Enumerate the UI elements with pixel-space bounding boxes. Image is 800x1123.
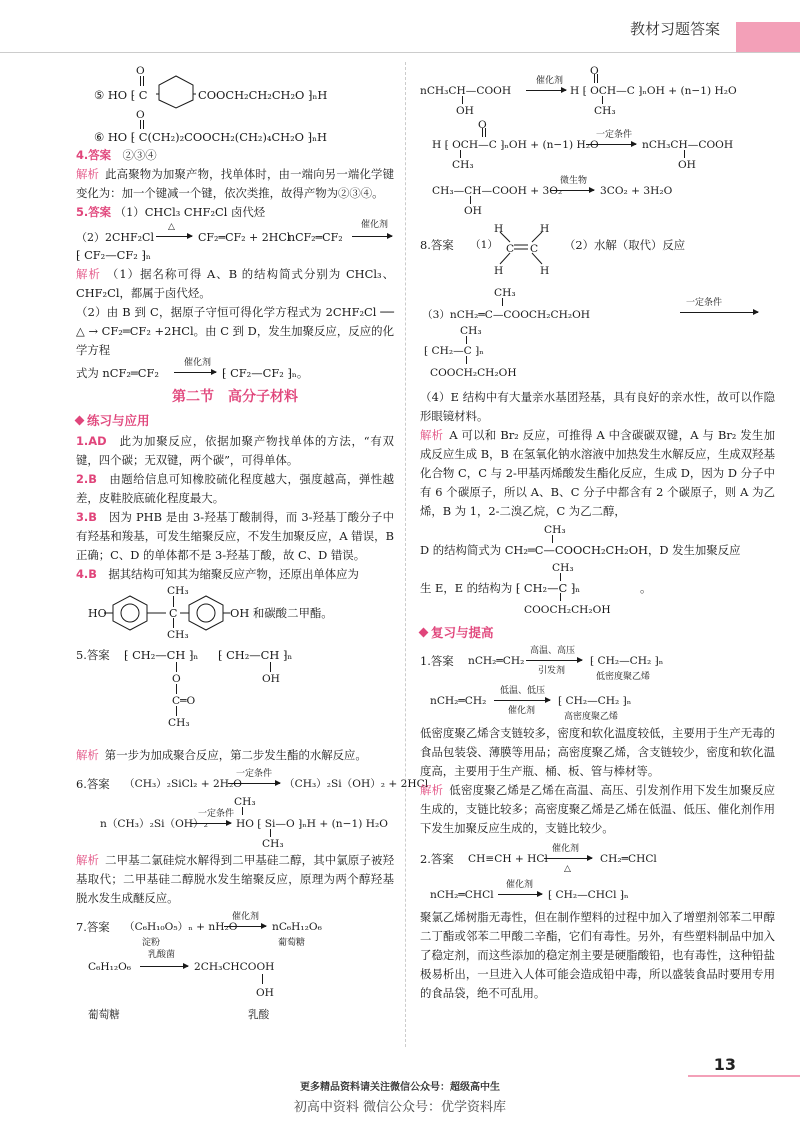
equation-condition: 一定条件 [686,298,723,308]
methyl-group: CH₃ [168,717,190,729]
problem-1 [76,432,394,470]
hydroxyl: OH [456,105,474,117]
reaction-arrow-icon [352,236,392,237]
benzene-ring-icon [186,596,226,630]
answer-7-eq1 [76,912,394,952]
reaction-arrow-icon [526,660,582,661]
methyl-group: CH₃ [452,159,474,171]
equation-condition: △ [168,222,175,232]
reaction-arrow-icon [191,823,231,824]
structure-d-text: D 的结构简式为 CH₂═C—COOCH₂CH₂OH，D 发生加聚反应 [420,543,741,557]
hydroxyl: OH [678,159,696,171]
right-column [420,62,775,1003]
equation-lhs: （3）nCH₂═C—COOCH₂CH₂OH [422,309,590,321]
methyl-group: CH₃ [594,105,616,117]
hydrogen: H [540,265,550,277]
equation-condition: 微生物 [560,176,588,186]
footer-note: 更多精品资料请关注微信公众号：超级高中生 [300,1082,500,1093]
structure-e-text: 生 E，E 的结构为 ⁅ CH₂—C ⁆ₙ [420,581,581,595]
analysis-review-1 [420,781,775,838]
polymer-e: ⁅ CH₂—C ⁆ₙ [424,345,484,357]
ester-o: O [172,673,181,685]
double-bond [140,76,141,86]
equation-rhs: HO ⁅ Si—O ⁆ₙH + (n−1) H₂O [236,818,388,830]
equation-condition: 高温、高压 [530,646,576,656]
section-title: 第二节 高分子材料 [172,389,298,405]
review-2-eq2 [420,878,775,908]
bond [262,974,263,984]
structure-5-left: ⑤ HO ⁅ C [94,88,148,102]
hydroxyl: OH [256,987,274,999]
equation-rhs: CH₂═CHCl [600,853,657,865]
compound-name: 葡萄糖 [88,1009,120,1021]
equation-rhs: CF₂═CF₂ + 2HCl [198,231,291,244]
answer-num: 1.答案 [420,654,454,668]
bisphenol-structure [76,584,394,642]
analysis-text: 二甲基二氯硅烷水解得到二甲基硅二醇，其中氯原子被羟基取代；二甲基硅二醇脱水发生缩聚反应，原理为两个醇羟基脱水发生成醚反应。 [76,853,394,905]
reaction-arrow-icon [680,312,758,313]
structure-5 [76,62,394,106]
answer-7-eq2 [76,952,394,1024]
equation-5-3 [76,360,394,382]
compound-name: 高密度聚乙烯 [564,712,619,722]
side-chain: COOCH₂CH₂OH [524,604,611,616]
methyl-group: CH₃ [262,838,284,850]
analysis-5-text: （1）据名称可得 A、B 的结构简式分别为 CHCl₃、CHF₂Cl，都属于卤代烃。 [76,267,394,300]
equation-lhs: 式为 nCF₂═CF₂ [76,366,159,380]
review-2-eq1 [420,842,775,878]
quaternary-carbon: C [169,607,178,620]
answer-8-1 [420,218,775,280]
hydroxyl: OH [464,205,482,217]
left-column [76,62,429,1024]
structure-5-right: COOCH₂CH₂CH₂O ⁆ₙH [198,88,328,102]
analysis-text: 第一步为加成聚合反应，第二步发生酯的水解反应。 [104,748,367,762]
structure-6 [76,106,394,146]
analysis-label: 解析 [76,267,101,281]
equation-rhs: ⁅ CF₂—CF₂ ⁆ₙ [76,248,151,262]
equation-lhs: （2）2CHF₂Cl [76,231,154,244]
diamond-icon [75,416,85,426]
methyl-group: CH₃ [234,796,256,808]
page-number-underline [688,1075,800,1077]
structure-caption: OH 和碳酸二甲酯。 [230,606,333,620]
answer-6-eq1 [76,769,429,793]
equation-condition: △ [564,864,571,874]
part-label: （1） [470,239,498,251]
equation-lhs: nCH₂═CHCl [430,889,494,901]
bond [242,807,243,815]
equation-rhs: 2CH₃CHCOOH [194,961,275,973]
problem-2 [76,470,394,508]
analysis-label: 解析 [76,167,100,181]
analysis-label: 解析 [76,748,99,762]
analysis-label: 解析 [420,783,444,797]
eq-r2 [420,116,775,174]
analysis-4 [76,165,394,203]
reaction-arrow-icon [156,236,192,237]
analysis-text: 低密度聚乙烯是乙烯在高温、高压、引发剂作用下发生加聚反应生成的，支链比较多；高密度聚乙烯是乙烯在低温、低压、催化剂作用下发生加聚反应生成的，支链比较少。 [420,783,775,835]
reaction-arrow-icon [224,926,266,927]
header-divider [0,52,800,53]
eq-r1 [420,62,775,116]
problem-num: 5.答案 [76,648,110,662]
equation-lhs: （C₆H₁₀O₅）ₙ + nH₂O [124,921,238,933]
compound-name: 葡萄糖 [278,938,306,948]
methyl-group: CH₃ [494,287,516,299]
analysis-p5 [76,746,394,765]
problem-text: 据其结构可知其为缩聚反应产物，还原出单体应为 [108,567,359,581]
bond [502,298,503,306]
methyl-group: CH₃ [544,524,566,536]
equation-condition: 低温、低压 [500,686,546,696]
column-divider [405,62,406,1047]
methyl-group: CH₃ [552,562,574,574]
problem-num: 1.AD [76,434,107,448]
answer-4 [76,146,394,165]
review-1-eq1 [420,644,775,684]
structure-e [420,559,775,619]
equation-lhs: nCH₃CH—COOH [420,85,512,97]
hydrogen: H [494,265,504,277]
methyl-group: CH₃ [167,629,189,641]
answer-4-num: 4.答案 [76,148,112,162]
carbon: C [506,243,515,255]
equation-lhs: C₆H₁₂O₆ [88,961,132,973]
equation-lhs: CH₃—CH—COOH + 3O₂ [432,185,563,197]
equation-lhs: nCH₂═CH₂ [430,695,487,707]
equation-5-1 [76,222,394,246]
hydroxyl: HO [88,607,107,620]
analysis-label: 解析 [420,428,444,442]
problem-4 [76,565,394,584]
equation-lhs: CH≡CH + HCl [468,853,548,865]
problem-3 [76,508,394,565]
carbonyl-o: O [136,109,145,121]
reaction-arrow-icon [498,894,542,895]
compound-name: 低密度聚乙烯 [596,672,651,682]
problem-num: 4.B [76,567,97,581]
answer-8-4: （4）E 结构中有大量亲水基团羟基，具有良好的亲水性，故可以作隐形眼镜材料。 [420,390,775,423]
problem-num: 6.答案 [76,777,110,791]
answer-8-3 [420,280,775,388]
hydrogen: H [494,223,504,235]
analysis-5-text-2: （2）由 B 到 C，据原子守恒可得化学方程式为 2CHF₂Cl ── △ → CF₂═CF₂ +2HCl。由 C 到 D，发生加聚反应，反应的化学方程 [76,305,394,357]
equation-condition: 催化剂 [536,76,564,86]
carbonyl: C═O [172,695,196,707]
equation-rhs: nCH₃CH—COOH [642,139,734,151]
equation-lhs: nCF₂═CF₂ [288,231,343,244]
equation-rhs: nC₆H₁₂O₆ [272,921,322,933]
analysis-8 [420,426,775,521]
review-1-eq2 [420,684,775,724]
reaction-arrow-icon [544,858,592,859]
benzene-ring-icon [110,596,150,630]
reaction-arrow-icon [174,372,216,373]
equation-rhs: H ⁅ OCH—C ⁆ₙOH + (n−1) H₂O [570,85,737,97]
problem-num: 3.B [76,510,97,524]
equation-lhs: nCH₂═CH₂ [468,655,525,667]
equation-lhs: n（CH₃）₂Si（OH）₂ [100,818,208,830]
equation-condition: 乳酸菌 [148,950,176,960]
carbon: C [530,243,539,255]
answer-5-value: （1）CHCl₃ CHF₂Cl 卤代烃 [114,205,266,219]
hydroxyl: OH [262,673,280,685]
footer-watermark: 初高中资料 微信公众号：优学资料库 [293,1100,507,1115]
equation-condition: 催化剂 [552,844,580,854]
methyl-group: CH₃ [167,585,189,597]
subsection-title [420,623,775,642]
answer-5-num: 5.答案 [76,205,112,219]
methyl-group: CH₃ [460,325,482,337]
polymer-b: ⁅ CH₂—CH ⁆ₙ [218,648,293,662]
page-header [0,0,800,52]
hydrogen: H [540,223,550,235]
equation-lhs: （CH₃）₂SiCl₂ + 2H₂O [124,778,242,790]
equation-rhs: ⁅ CH₂—CHCl ⁆ₙ [548,889,629,901]
equation-condition: 催化剂 [361,220,389,230]
carbonyl-o: O [136,65,145,77]
page-number: 13 [713,1055,736,1074]
reaction-arrow-icon [526,90,566,91]
carbonyl-o: O [478,119,487,131]
equation-condition: 一定条件 [198,809,235,819]
equation-lhs: H ⁅ OCH—C ⁆ₙOH + (n−1) H₂O [432,139,599,151]
problem-text: 因为 PHB 是由 3-羟基丁酸制得，而 3-羟基丁酸分子中有羟基和羧基，可发生缩聚反应，不发生加聚反应，A 错误，B 正确；C、D 的单体都不是 3-羟基丁酸，故 C、D 错误。 [76,510,394,562]
analysis-5 [76,265,394,303]
equation-condition: 一定条件 [236,769,273,779]
reaction-arrow-icon [228,783,280,784]
compound-name: 乳酸 [248,1009,270,1021]
compound-name: 淀粉 [142,938,161,948]
review-1-text: 低密度聚乙烯含支链较多，密度和软化温度较低，主要用于生产无毒的食品包装袋、薄膜等用品；高密度聚乙烯，含支链较少，密度和软化温度高，主要用于生产瓶、桶、板、管与棒材等。 [420,726,775,778]
answer-8-2: （2）水解（取代）反应 [564,238,686,252]
side-chain: COOCH₂CH₂OH [430,367,517,379]
reaction-arrow-icon [140,966,188,967]
equation-condition: 引发剂 [538,666,566,676]
reaction-arrow-icon [494,700,550,701]
subsection-title [76,411,394,430]
reaction-arrow-icon [550,190,594,191]
answer-num: 2.答案 [420,852,454,866]
equation-condition: 催化剂 [506,880,534,890]
header-title: 教材习题答案 [629,20,720,38]
subsection-label: 练习与应用 [87,413,150,428]
analysis-text: A 可以和 Br₂ 反应，可推得 A 中含碳碳双键，A 与 Br₂ 发生加成反应生成 B，B 在氢氧化钠水溶液中加热发生水解反应，生成双羟基化合物 C，C 与 2-甲基丙烯酸发生酯化反应，生成 D，因为 D 分子中有 6 个碳原子，所以 A、B、C 分子中都含有 2 个碳原子，则 A 为乙烯，B 为 1，2-二溴乙烷，C 为乙二醇， [420,428,775,518]
reaction-arrow-icon [586,144,636,145]
equation-rhs: ⁅ CH₂—CH₂ ⁆ₙ [558,695,632,707]
equation-condition: 催化剂 [184,358,212,368]
bond [560,593,561,601]
punctuation: 。 [640,581,652,595]
answer-4-value: ②③④ [122,148,157,162]
equation-rhs: ⁅ CH₂—CH₂ ⁆ₙ [590,655,664,667]
answer-6-eq2 [76,793,394,851]
answer-num: 8.答案 [420,238,454,252]
answer-5 [76,203,394,222]
equation-condition: 催化剂 [232,912,260,922]
problem-text: 由题给信息可知橡胶硫化程度越大，强度越高，弹性越差，皮鞋胶底硫化程度最大。 [76,472,394,505]
equation-rhs: （CH₃）₂Si（OH）₂ + 2HCl [284,778,429,790]
equation-rhs: ⁅ CF₂—CF₂ ⁆ₙ。 [222,366,309,380]
analysis-4-text: 此高聚物为加聚产物，找单体时，由一端向另一端化学键变化为：加一个键减一个键，依次类推，故得产物为②③④。 [76,167,394,200]
problem-num: 7.答案 [76,920,110,934]
equation-condition: 一定条件 [596,130,633,140]
structure-6-formula: ⑥ HO ⁅ C(CH₂)₂COOCH₂(CH₂)₄CH₂O ⁆ₙH [94,130,327,144]
answer-5-structures [76,642,394,746]
analysis-label: 解析 [76,853,100,867]
carbonyl-o: O [590,65,599,77]
problem-num: 2.B [76,472,97,486]
benzene-ring-icon [156,74,196,108]
equation-rhs: 3CO₂ + 3H₂O [600,185,673,197]
bond [466,356,467,364]
diamond-icon [419,628,429,638]
eq-r3 [420,174,775,218]
equation-condition: 催化剂 [508,706,536,716]
header-accent-bar [736,22,800,52]
polymer-a: ⁅ CH₂—CH ⁆ₙ [124,648,199,662]
problem-text: 此为加聚反应，依据加聚产物找单体的方法，“有双键，四个碳；无双键，两个碳”，可得单体。 [76,434,394,467]
analysis-p6 [76,851,394,908]
subsection-label: 复习与提高 [431,625,494,640]
structure-d [420,521,775,559]
review-2-text: 聚氯乙烯树脂无毒性，但在制作塑料的过程中加入了增塑剂邻苯二甲醇二丁酯或邻苯二甲酸二辛酯，它们有毒性。另外，有些塑料制品中加入了稳定剂，而这些添加的稳定剂主要是硬脂酸铅，也有毒性，这种铅盐极易析出，一旦进入人体可能会造成铅中毒，所以盛装食品时要用专用的食品袋，绝不可乱用。 [420,910,775,1000]
